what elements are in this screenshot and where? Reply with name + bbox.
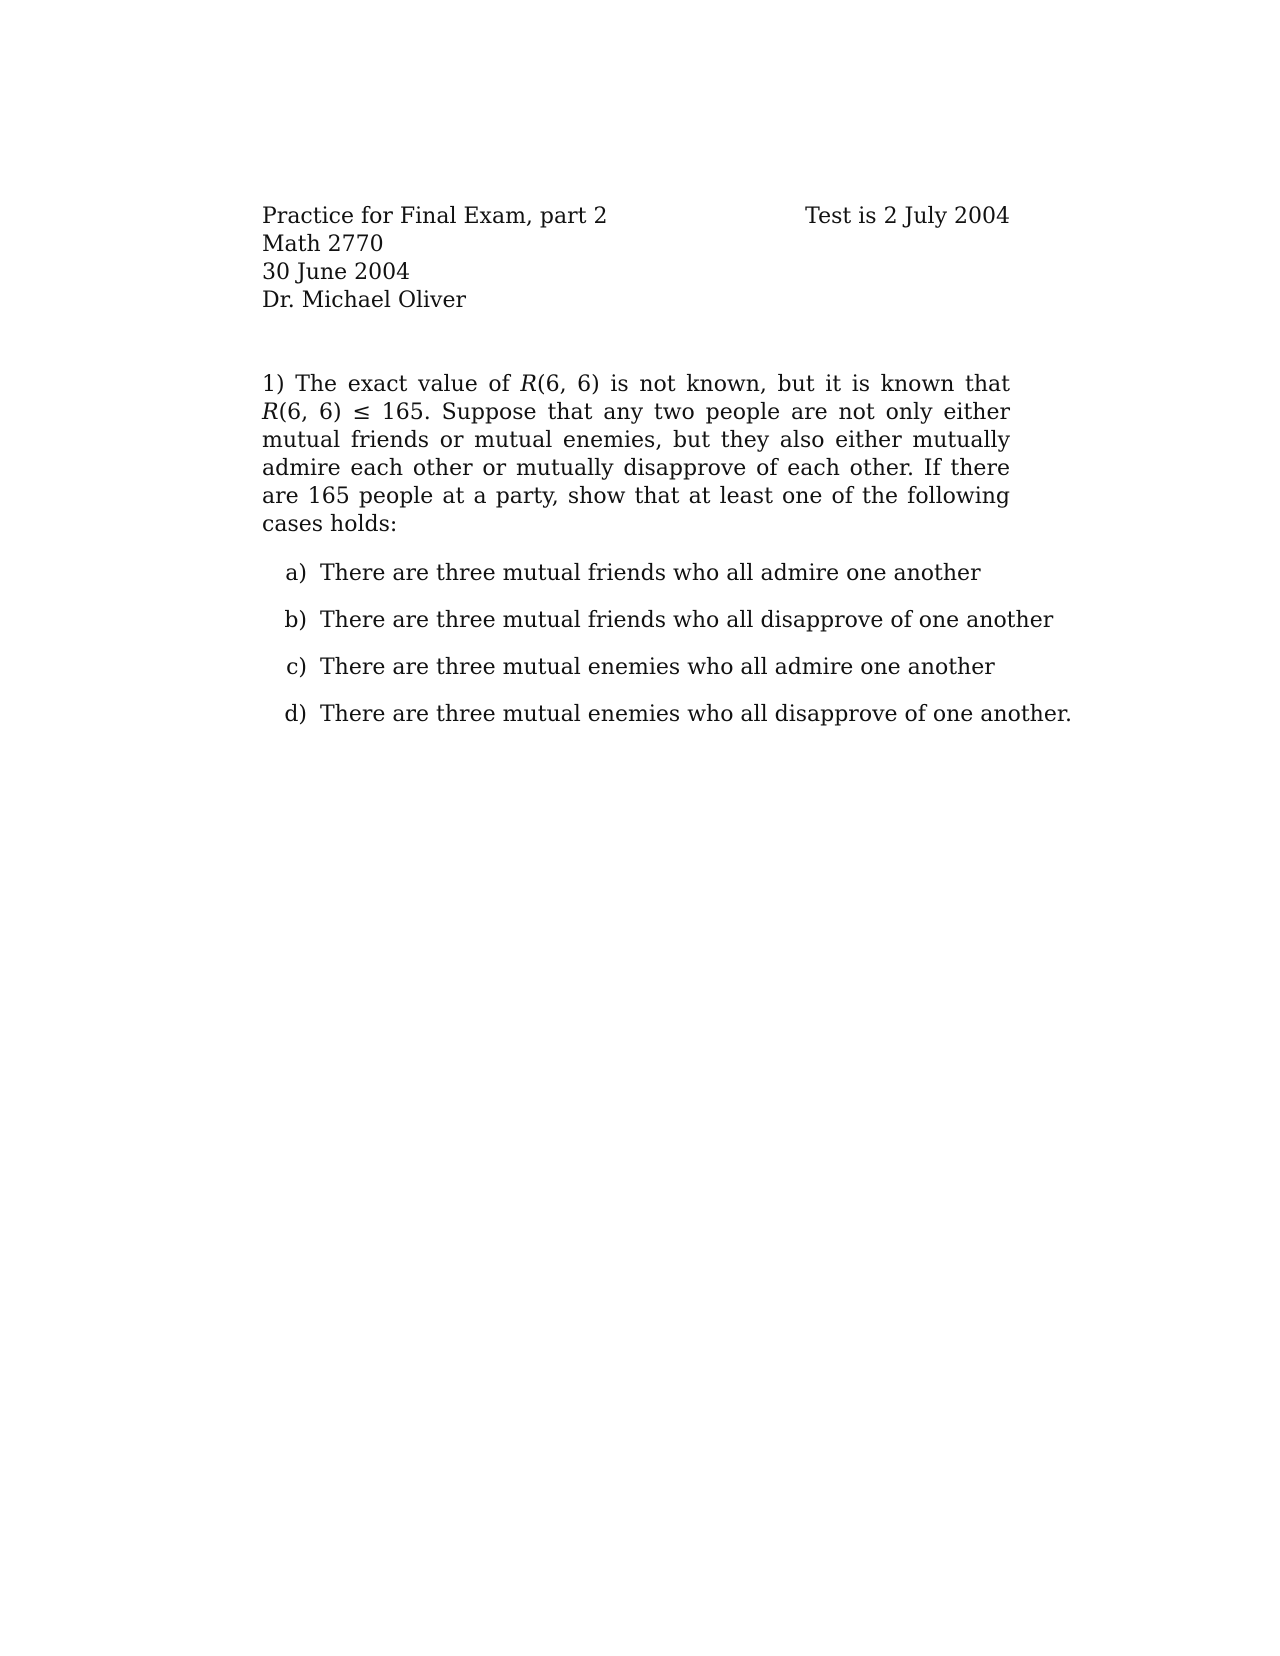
case-text: There are three mutual enemies who all disapprove of one another.	[320, 702, 1072, 727]
math-symbol-r: R	[520, 372, 537, 397]
header-left-block	[262, 203, 742, 315]
case-text: There are three mutual friends who all admire one another	[320, 561, 981, 586]
problem-1	[262, 371, 1010, 539]
list-item	[262, 607, 1054, 654]
list-item	[262, 701, 1072, 748]
instructor-name: Dr. Michael Oliver	[262, 288, 467, 313]
problem-text-part-1: The exact value of	[295, 372, 521, 397]
case-text: There are three mutual enemies who all admire one another	[320, 655, 995, 680]
case-label: a)	[285, 561, 307, 586]
case-text: There are three mutual friends who all disapprove of one another	[320, 608, 1054, 633]
list-item	[262, 560, 1010, 607]
test-date: Test is 2 July 2004	[805, 204, 1010, 229]
math-args-1: (6, 6)	[536, 372, 600, 397]
case-label: b)	[284, 608, 307, 633]
document-date: 30 June 2004	[262, 260, 411, 285]
case-label: d)	[284, 702, 307, 727]
math-args-2: (6, 6) ≤ 165.	[278, 400, 431, 425]
document-title: Practice for Final Exam, part 2	[262, 204, 608, 229]
course-number: Math 2770	[262, 232, 384, 257]
list-item	[262, 654, 1010, 701]
problem-text-part-2: is not known, but it is known that	[599, 372, 1011, 397]
math-symbol-r-2: R	[262, 400, 279, 425]
problem-number: 1)	[262, 372, 285, 397]
case-list	[262, 560, 1072, 748]
problem-text-part-3: Suppose that any two people are not only either mutual friends or mutual enemies, but they also either mutually admire each other or mutually disapprove of each other. If there are 165 people at a party, show that at least one of the following cases holds:	[262, 400, 1010, 537]
case-label: c)	[286, 655, 307, 680]
